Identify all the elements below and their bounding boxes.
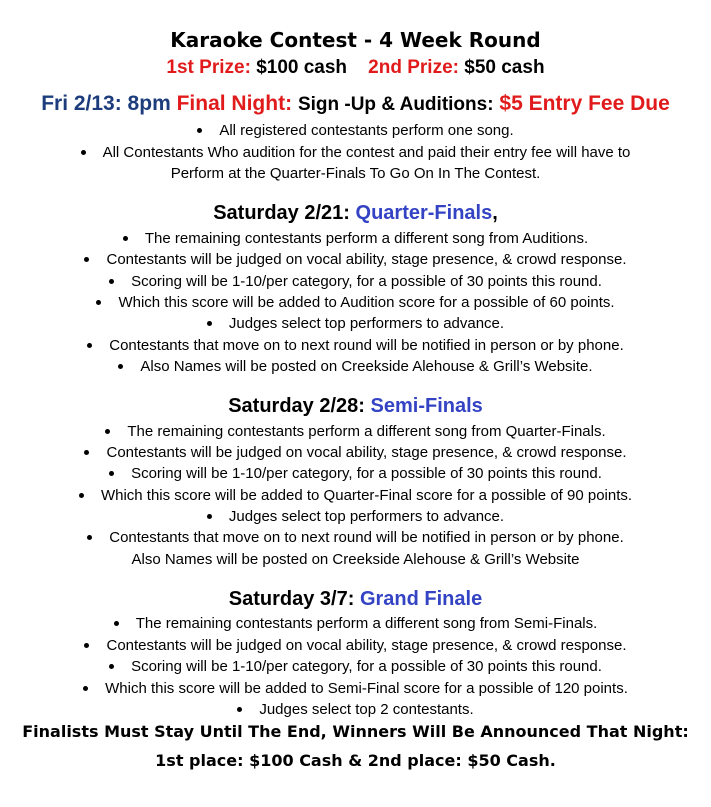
grand-finale-heading [0,588,711,611]
bullet-item [0,144,711,161]
semi-finals-heading [0,395,711,418]
bullet-icon [105,429,110,434]
bullet-text: The remaining contestants perform a different song from Auditions. [144,230,589,247]
bullet-text: Contestants that move on to next round will be notified in person or by phone. [109,337,624,354]
bullet-icon [207,321,212,326]
grand-finale-date: Saturday 3/7: [228,588,355,610]
bullet-text: Also Names will be posted on Creekside Alehouse & Grill’s Website. [140,358,593,375]
bullet-item [0,273,711,290]
bullet-icon [84,257,89,262]
first-prize-value: $100 cash [256,57,348,78]
bullet-icon [114,621,119,626]
bullet-item [0,315,711,332]
bullet-icon [197,128,202,133]
bullet-item [0,251,711,268]
semi-finals-name: Semi-Finals [370,395,483,417]
grand-finale-name: Grand Finale [359,588,483,610]
second-prize-label: 2nd Prize: [368,57,459,78]
bullet-text: The remaining contestants perform a different song from Semi-Finals. [135,615,598,632]
bullet-text: Which this score will be added to Semi-Final score for a possible of 120 points. [105,680,628,697]
bullet-text: Judges select top performers to advance. [228,315,505,332]
semi-finals-date: Saturday 2/28: [228,395,365,417]
contest-title: Karaoke Contest - 4 Week Round [170,28,541,52]
bullet-icon [109,279,114,284]
second-prize-value: $50 cash [464,57,545,78]
bullet-item [0,508,711,525]
finalists-notice: Finalists Must Stay Until The End, Winners Will Be Announced That Night: [22,722,689,741]
bullet-text: Scoring will be 1-10/per category, for a possible of 30 points this round. [131,658,602,675]
bullet-item [0,358,711,375]
bullet-icon [83,686,88,691]
bullet-text: Which this score will be added to Quarter-Final score for a possible of 90 points. [100,487,633,504]
bullet-item [0,423,711,440]
bullet-icon [81,150,86,155]
bullet-item [0,444,711,461]
bullet-text: Contestants will be judged on vocal ability, stage presence, & crowd response. [106,251,627,268]
first-prize-label: 1st Prize: [166,57,251,78]
bullet-text: The remaining contestants perform a different song from Quarter-Finals. [127,423,606,440]
bullet-icon [96,300,101,305]
bullet-item [0,529,711,546]
quarter-finals-date: Saturday 2/21: [213,202,350,224]
bullet-icon [237,707,242,712]
bullet-text: Judges select top 2 contestants. [259,701,474,718]
final-night-colon: : [285,92,293,115]
prize-line [0,57,711,79]
bullet-item [0,465,711,482]
bullet-text: Which this score will be added to Audition score for a possible of 60 points. [118,294,615,311]
bullet-item [0,658,711,675]
bullet-item [0,230,711,247]
bullet-icon [123,236,128,241]
bullet-text: Judges select top performers to advance. [228,508,505,525]
bullet-item [0,701,711,718]
quarter-finals-comma: , [492,202,498,224]
auditions-date: Fri 2/13: 8pm [41,92,171,115]
final-prizes: 1st place: $100 Cash & 2nd place: $50 Cash. [155,751,556,770]
bullet-icon [79,493,84,498]
bullet-icon [207,514,212,519]
bullet-continuation: Perform at the Quarter-Finals To Go On In The Contest. [170,165,541,182]
quarter-finals-name: Quarter-Finals [355,202,493,224]
bullet-item [0,680,711,697]
bullet-text: Scoring will be 1-10/per category, for a possible of 30 points this round. [131,465,602,482]
bullet-icon [87,343,92,348]
bullet-icon [87,535,92,540]
entry-fee-label: $5 Entry Fee Due [499,92,670,115]
auditions-heading [0,92,711,116]
bullet-icon [84,643,89,648]
bullet-icon [109,664,114,669]
plain-note: Also Names will be posted on Creekside Alehouse & Grill’s Website [131,551,580,568]
bullet-text: Contestants that move on to next round will be notified in person or by phone. [109,529,624,546]
bullet-icon [84,450,89,455]
bullet-text: All Contestants Who audition for the contest and paid their entry fee will have to [102,144,631,161]
quarter-finals-heading [0,202,711,225]
final-night-label: Final Night [176,92,286,115]
bullet-item [0,615,711,632]
bullet-text: All registered contestants perform one song. [219,122,514,139]
bullet-item [0,487,711,504]
signup-label: Sign -Up & Auditions: [297,94,494,115]
bullet-item [0,294,711,311]
bullet-text: Scoring will be 1-10/per category, for a possible of 30 points this round. [131,273,602,290]
bullet-item [0,122,711,139]
bullet-icon [109,471,114,476]
bullet-text: Contestants will be judged on vocal ability, stage presence, & crowd response. [106,444,627,461]
bullet-text: Contestants will be judged on vocal ability, stage presence, & crowd response. [106,637,627,654]
bullet-item [0,637,711,654]
bullet-item [0,337,711,354]
bullet-icon [118,364,123,369]
